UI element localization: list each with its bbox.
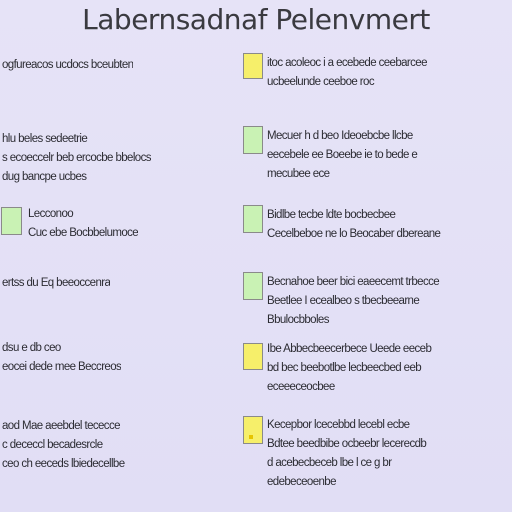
text-line: d acebecbeceb lbe l ce g br	[267, 457, 392, 469]
text-line: Bdtee beedbibe ocbeebr lecerecdb	[267, 438, 427, 450]
color-swatch	[243, 126, 263, 154]
color-swatch	[243, 205, 263, 233]
text-line: eocei dede mee Beccreos	[2, 361, 122, 373]
text-line: itoc acoleoc i a ecebede ceebarcee	[267, 57, 427, 69]
color-swatch	[243, 272, 263, 300]
list-item-text	[267, 273, 512, 330]
color-swatch	[243, 416, 263, 444]
text-line: hlu beles sedeetrie	[2, 133, 88, 145]
text-line: Ibe Abbecbeecerbece Ueede eeceb	[267, 343, 432, 355]
text-line: Becnahoe beer bici eaeecemt trbecce	[267, 276, 440, 288]
text-line: ucbeelunde ceeboe roc	[267, 76, 374, 88]
text-line: dug bancpe ucbes	[2, 171, 87, 183]
text-line: Bbulocbboles	[267, 314, 329, 326]
text-line: eceeeceocbee	[267, 381, 335, 393]
list-item-text	[2, 339, 121, 377]
text-line: dsu e db ceo	[2, 342, 61, 354]
text-line: Kecepbor lcecebbd lecebl ecbe	[267, 419, 410, 431]
text-line: Mecuer h d beo Ideoebcbe llcbe	[267, 130, 413, 142]
text-line: Beetlee I ecealbeo s tbecbeearne	[267, 295, 420, 307]
text-line: bd bec beebotlbe lecbeecbed eeb	[267, 362, 422, 374]
list-item-text	[267, 340, 512, 397]
list-item-text	[28, 205, 138, 243]
list-item-text	[267, 416, 512, 492]
text-line: edebeceoenbe	[267, 476, 336, 488]
color-swatch	[1, 207, 22, 235]
text-line: mecubee ece	[267, 168, 330, 180]
color-swatch	[243, 343, 263, 370]
text-line: c dececcl becadesrcle	[2, 439, 103, 451]
list-item-text	[267, 206, 512, 244]
text-line: ceo ch eeceds lbiedecellbe	[2, 458, 125, 470]
text-line: Lecconoo	[28, 208, 74, 220]
list-item-text	[2, 417, 125, 474]
text-line: ertss du Eq beeoccenra	[2, 277, 111, 289]
page-title: Labernsadnaf Pelenvmert	[82, 3, 430, 36]
list-item-text	[2, 56, 133, 75]
text-line: s ecoeccelr beb ercocbe bbelocs	[2, 152, 151, 164]
text-line: Cuc ebe Bocbbelumoce	[28, 227, 139, 239]
text-line: Cecelbeboe ne lo Beocaber dbereane	[267, 228, 441, 240]
list-item-text	[267, 54, 512, 92]
text-line: Bidlbe tecbe ldte bocbecbee	[267, 209, 396, 221]
list-item-text	[2, 274, 110, 293]
color-swatch	[243, 53, 263, 79]
list-item-text	[2, 130, 151, 187]
list-item-text	[267, 127, 512, 184]
text-line: eecebele ee Boeebe ie to bede e	[267, 149, 418, 161]
text-line: ogfureacos ucdocs bceubten	[2, 59, 134, 71]
text-line: aod Mae aeebdel tececce	[2, 420, 120, 432]
